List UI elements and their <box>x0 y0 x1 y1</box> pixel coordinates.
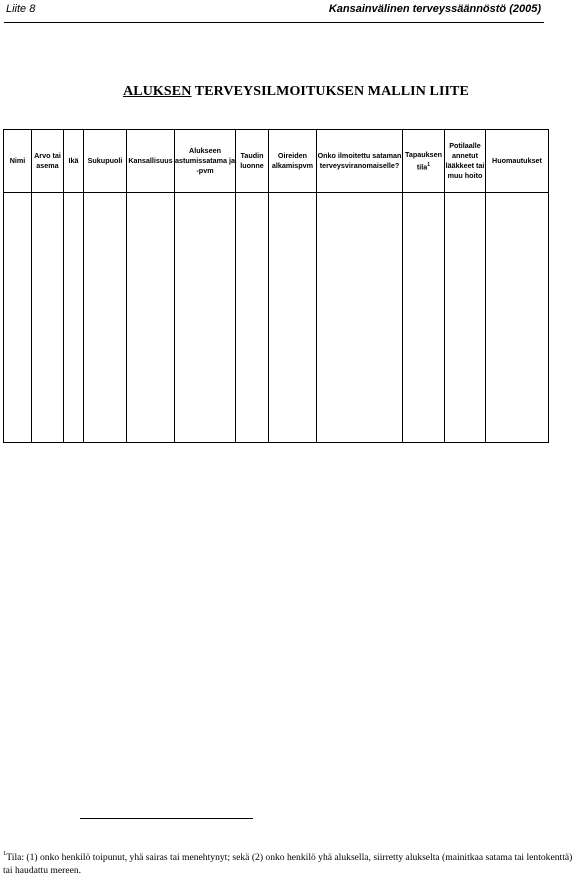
col-header-age: Ikä <box>64 130 84 193</box>
col-header-reported: Onko ilmoitettu sataman terveysviranomaiselle? <box>317 130 403 193</box>
table-cell[interactable] <box>127 193 175 443</box>
col-header-rank: Arvo tai asema <box>32 130 64 193</box>
title-underlined: ALUKSEN <box>123 84 192 99</box>
table-row <box>4 193 549 443</box>
col-header-illness: Taudin luonne <box>236 130 269 193</box>
col-header-nationality: Kansallisuus <box>127 130 175 193</box>
table-cell[interactable] <box>4 193 32 443</box>
footnote-rule <box>80 818 253 819</box>
footnote <box>3 848 581 877</box>
table-cell[interactable] <box>403 193 445 443</box>
table-cell[interactable] <box>84 193 127 443</box>
table-cell[interactable] <box>32 193 64 443</box>
footnote-marker: 1 <box>3 850 7 857</box>
col-header-state <box>403 130 445 193</box>
footnote-text: Tila: (1) onko henkilö toipunut, yhä sairas tai menehtynyt; sekä (2) onko henkilö yhä aluksella, siirretty alukselta (mainitkaa satama tai lentokenttä) tai haudattu mereen. <box>3 852 573 877</box>
col-header-state-label: Tapauksen tila <box>404 149 442 172</box>
table-cell[interactable] <box>236 193 269 443</box>
title-rest: TERVEYSILMOITUKSEN MALLIN LIITE <box>191 84 469 99</box>
col-header-treatment: Potilaalle annetut lääkkeet tai muu hoito <box>445 130 486 193</box>
col-header-comments: Huomautukset <box>486 130 549 193</box>
running-header-left: Liite 8 <box>6 3 36 15</box>
header-rule <box>4 22 544 23</box>
col-header-onset: Oireiden alkamispvm <box>269 130 317 193</box>
col-header-name: Nimi <box>4 130 32 193</box>
col-header-footnote-marker: 1 <box>427 161 431 168</box>
table-cell[interactable] <box>269 193 317 443</box>
table-cell[interactable] <box>175 193 236 443</box>
table-cell[interactable] <box>445 193 486 443</box>
col-header-embarkation: Alukseen astumissatama ja -pvm <box>175 130 236 193</box>
running-header-right: Kansainvälinen terveyssäännöstö (2005) <box>328 3 541 15</box>
table-cell[interactable] <box>317 193 403 443</box>
table-cell[interactable] <box>64 193 84 443</box>
table-cell[interactable] <box>486 193 549 443</box>
table-header-row <box>4 130 549 193</box>
col-header-sex: Sukupuoli <box>84 130 127 193</box>
page-title <box>0 84 585 100</box>
report-table <box>3 129 549 443</box>
